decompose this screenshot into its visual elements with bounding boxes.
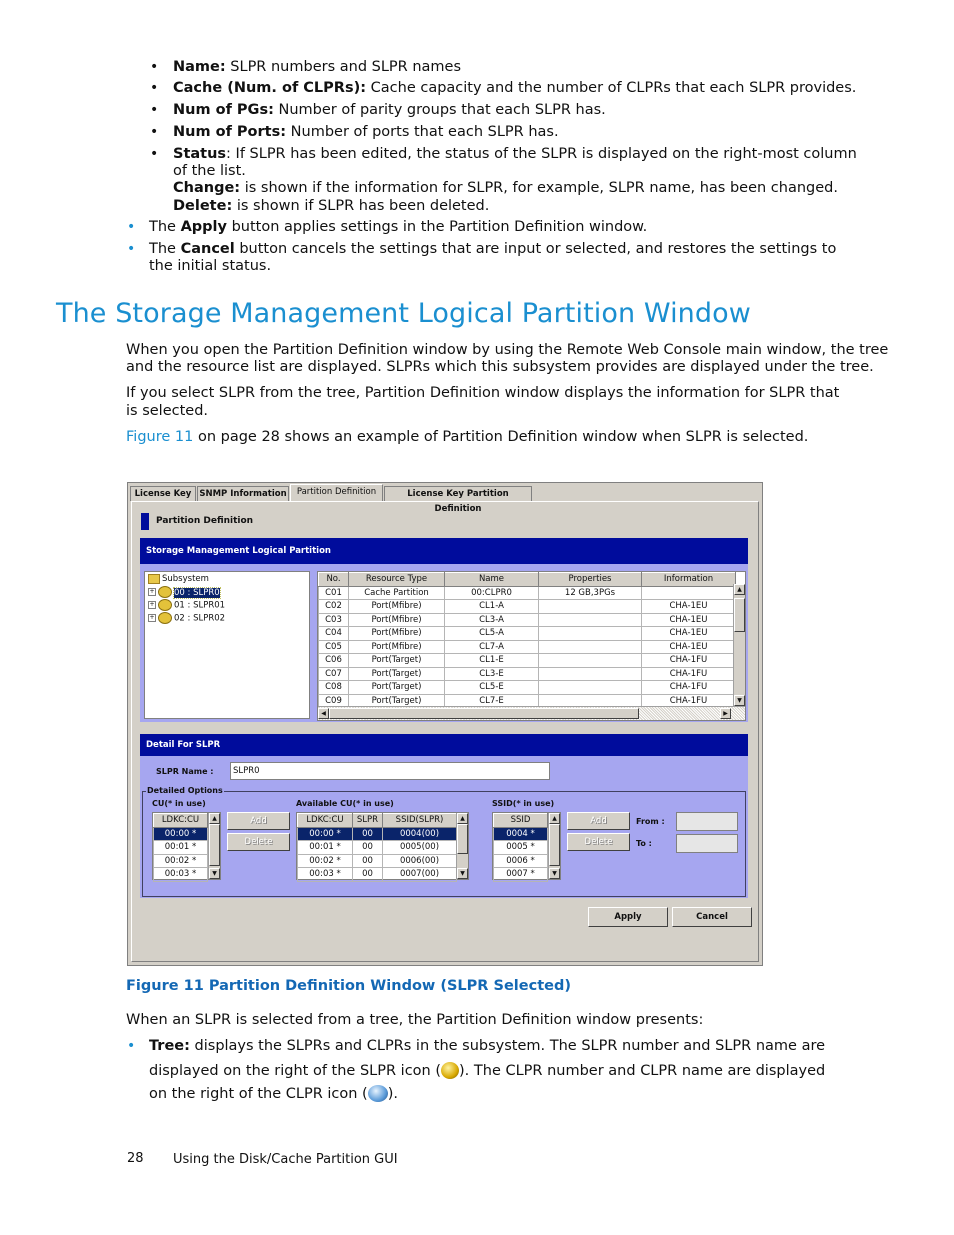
- table-cell: [539, 627, 642, 641]
- bullet-pgs: Num of PGs: Number of parity groups that each SLPR has.: [173, 102, 606, 118]
- list-cell: 00:03 *: [298, 868, 353, 882]
- column-header[interactable]: Information: [642, 573, 736, 587]
- table-cell: CHA-1FU: [642, 694, 736, 708]
- list-cell: 00: [353, 868, 383, 882]
- status-change: Change: is shown if the information for SLPR, for example, SLPR name, has been changed.: [173, 180, 838, 196]
- list-cell: 0006(00): [383, 854, 457, 868]
- cu-label: CU(* in use): [152, 799, 206, 808]
- slpr-icon: [158, 599, 172, 611]
- table-cell: Port(Mfibre): [349, 613, 445, 627]
- list-cell: 00:01 *: [154, 841, 208, 855]
- table-cell: CHA-1EU: [642, 640, 736, 654]
- folder-icon: [148, 574, 160, 584]
- cu-scrollbar[interactable]: [208, 813, 220, 879]
- table-cell: C01: [319, 586, 349, 600]
- table-cell: C04: [319, 627, 349, 641]
- available-cu-label: Available CU(* in use): [296, 799, 394, 808]
- ssid-label: SSID(* in use): [492, 799, 555, 808]
- bullet-status: Status: If SLPR has been edited, the status of the SLPR is displayed on the right-most column: [173, 146, 857, 162]
- column-header[interactable]: SLPR: [353, 814, 383, 828]
- table-cell: CL7-A: [445, 640, 539, 654]
- apply-bullet: The Apply button applies settings in the Partition Definition window.: [149, 219, 648, 235]
- list-item[interactable]: [298, 827, 457, 841]
- para2-line1: If you select SLPR from the tree, Partition Definition window displays the information for SLPR that: [126, 385, 840, 401]
- to-label: To :: [636, 839, 652, 848]
- list-item[interactable]: [154, 827, 208, 841]
- column-header[interactable]: LDKC:CU: [298, 814, 353, 828]
- list-cell: 00:03 *: [154, 868, 208, 882]
- table-cell: CL1-E: [445, 654, 539, 668]
- list-item[interactable]: [298, 868, 457, 882]
- title-marker: [141, 513, 149, 530]
- hscroll-thumb[interactable]: [329, 708, 639, 719]
- bullet-dot: •: [150, 146, 159, 162]
- cu-list[interactable]: [152, 812, 221, 880]
- tree-bullet-line1: Tree: displays the SLPRs and CLPRs in the subsystem. The SLPR number and SLPR name are: [149, 1038, 826, 1054]
- list-cell: 00: [353, 841, 383, 855]
- available-cu-scrollbar[interactable]: [456, 813, 468, 879]
- table-cell: 12 GB,3PGs: [539, 586, 642, 600]
- table-cell: [539, 654, 642, 668]
- scroll-up-icon[interactable]: ▲: [209, 813, 220, 824]
- slpr-icon: [441, 1062, 459, 1079]
- table-row[interactable]: [319, 627, 736, 641]
- ssid-list[interactable]: [492, 812, 561, 880]
- para1-line1: When you open the Partition Definition window by using the Remote Web Console main window, the tree: [126, 342, 889, 358]
- table-cell: CL7-E: [445, 694, 539, 708]
- scroll-thumb[interactable]: [457, 824, 468, 854]
- tree-bullet-line2: displayed on the right of the SLPR icon ( ). The CLPR number and CLPR name are displayed: [149, 1063, 826, 1079]
- to-input[interactable]: [676, 834, 738, 853]
- cancel-bullet-cont: the initial status.: [149, 258, 272, 274]
- scroll-thumb[interactable]: [549, 824, 560, 866]
- table-cell: C02: [319, 600, 349, 614]
- footer-title: Using the Disk/Cache Partition GUI: [173, 1152, 398, 1167]
- ssid-header: SSID: [494, 814, 548, 828]
- para3: Figure 11 on page 28 shows an example of Partition Definition window when SLPR is selected.: [126, 429, 809, 445]
- table-cell: C09: [319, 694, 349, 708]
- slpr-icon: [158, 586, 172, 598]
- para4: When an SLPR is selected from a tree, the Partition Definition window presents:: [126, 1012, 704, 1028]
- scroll-down-icon[interactable]: ▼: [734, 695, 745, 706]
- list-item[interactable]: [494, 827, 548, 841]
- detailed-options-label: Detailed Options: [147, 786, 223, 795]
- list-cell: 00: [353, 854, 383, 868]
- para2-line2: is selected.: [126, 403, 209, 419]
- table-cell: CL5-E: [445, 681, 539, 695]
- list-item[interactable]: [494, 841, 548, 855]
- tree-view[interactable]: [144, 571, 310, 719]
- table-cell: C05: [319, 640, 349, 654]
- column-header[interactable]: No.: [319, 573, 349, 587]
- table-cell: CHA-1FU: [642, 667, 736, 681]
- scroll-down-icon[interactable]: ▼: [209, 868, 220, 879]
- table-row[interactable]: [319, 613, 736, 627]
- list-cell: 0005 *: [494, 841, 548, 855]
- table-cell: C08: [319, 681, 349, 695]
- expand-icon: +: [149, 588, 155, 595]
- available-cu-table: [297, 813, 457, 882]
- list-cell: 00:01 *: [298, 841, 353, 855]
- table-cell: CL5-A: [445, 627, 539, 641]
- tab-snmp-information[interactable]: SNMP Information: [197, 486, 289, 501]
- table-cell: Port(Mfibre): [349, 600, 445, 614]
- list-item[interactable]: [298, 854, 457, 868]
- figure-caption: Figure 11 Partition Definition Window (SLPR Selected): [126, 978, 571, 994]
- expand-icon: +: [149, 614, 155, 621]
- bullet-ports: Num of Ports: Number of ports that each SLPR has.: [173, 124, 559, 140]
- tree-item-slpr01[interactable]: + 01 : SLPR01: [149, 600, 226, 611]
- bullet-name: Name: SLPR numbers and SLPR names: [173, 59, 462, 75]
- from-input[interactable]: [676, 812, 738, 831]
- list-cell: 0007(00): [383, 868, 457, 882]
- scroll-down-icon[interactable]: ▼: [549, 868, 560, 879]
- table-cell: [539, 600, 642, 614]
- slpr-name-label: SLPR Name :: [156, 767, 214, 776]
- list-item[interactable]: [154, 841, 208, 855]
- partition-definition-window: [127, 482, 763, 966]
- expand-icon: +: [149, 601, 155, 608]
- table-cell: [642, 586, 736, 600]
- tree-bullet-line3: on the right of the CLPR icon ( ).: [149, 1086, 398, 1102]
- table-cell: [539, 613, 642, 627]
- cu-delete-button[interactable]: Delete: [227, 833, 290, 851]
- clpr-icon: [368, 1085, 388, 1102]
- list-item[interactable]: [154, 854, 208, 868]
- tree-item-slpr02[interactable]: + 02 : SLPR02: [149, 613, 226, 624]
- scroll-down-icon[interactable]: ▼: [457, 868, 468, 879]
- tab-license-key[interactable]: License Key: [130, 486, 196, 501]
- bullet-dot: •: [150, 124, 159, 140]
- tree-root[interactable]: Subsystem: [148, 573, 209, 585]
- list-cell: 00:02 *: [154, 854, 208, 868]
- bullet-status-cont: of the list.: [173, 163, 246, 179]
- bullet-dot: •: [127, 241, 136, 257]
- list-cell: 00: [353, 827, 383, 841]
- slpr-bar: Storage Management Logical Partition: [140, 538, 748, 564]
- status-delete: Delete: is shown if SLPR has been deleted.: [173, 198, 490, 214]
- page-number: 28: [127, 1151, 144, 1166]
- cancel-button[interactable]: Cancel: [672, 907, 752, 927]
- scroll-up-icon[interactable]: ▲: [734, 584, 745, 595]
- table-cell: Port(Mfibre): [349, 627, 445, 641]
- column-header[interactable]: Properties: [539, 573, 642, 587]
- apply-button[interactable]: Apply: [588, 907, 668, 927]
- list-cell: 0004 *: [494, 827, 548, 841]
- vertical-scrollbar[interactable]: [733, 584, 745, 706]
- tab-pane: [131, 501, 759, 962]
- column-header[interactable]: SSID(SLPR): [383, 814, 457, 828]
- table-cell: Port(Target): [349, 694, 445, 708]
- ssid-scrollbar[interactable]: [548, 813, 560, 879]
- table-cell: CHA-1EU: [642, 627, 736, 641]
- ssid-delete-button[interactable]: Delete: [567, 833, 630, 851]
- bullet-dot: •: [127, 219, 136, 235]
- table-cell: CL3-E: [445, 667, 539, 681]
- table-cell: [539, 681, 642, 695]
- tab-license-key-partition-definition[interactable]: License Key Partition Definition: [384, 486, 532, 501]
- table-cell: CHA-1EU: [642, 600, 736, 614]
- cu-table: [153, 813, 208, 882]
- slpr-icon: [158, 612, 172, 624]
- table-cell: CL1-A: [445, 600, 539, 614]
- bullet-dot: •: [150, 80, 159, 96]
- table-cell: [539, 640, 642, 654]
- column-header[interactable]: Name: [445, 573, 539, 587]
- table-row[interactable]: [319, 600, 736, 614]
- table-row[interactable]: [319, 640, 736, 654]
- list-cell: 00:00 *: [154, 827, 208, 841]
- figure-link[interactable]: Figure 11: [126, 429, 194, 445]
- table-cell: CHA-1FU: [642, 654, 736, 668]
- table-cell: C07: [319, 667, 349, 681]
- detail-bar: Detail For SLPR: [140, 734, 748, 756]
- available-cu-list[interactable]: [296, 812, 469, 880]
- list-item[interactable]: [494, 868, 548, 882]
- scroll-right-icon[interactable]: ▶: [720, 708, 731, 719]
- list-cell: 0007 *: [494, 868, 548, 882]
- table-row[interactable]: [319, 681, 736, 695]
- scroll-left-icon[interactable]: ◀: [318, 708, 329, 719]
- cancel-bullet: The Cancel button cancels the settings that are input or selected, and restores the settings to: [149, 241, 837, 257]
- list-item[interactable]: [298, 841, 457, 855]
- bullet-cache: Cache (Num. of CLPRs): Cache capacity and the number of CLPRs that each SLPR provides.: [173, 80, 857, 96]
- slpr-name-input[interactable]: SLPR0: [230, 762, 550, 780]
- table-cell: [539, 667, 642, 681]
- bullet-dot: •: [127, 1038, 136, 1054]
- table-row[interactable]: [319, 654, 736, 668]
- list-cell: 0005(00): [383, 841, 457, 855]
- list-cell: 00:00 *: [298, 827, 353, 841]
- scroll-thumb[interactable]: [734, 598, 745, 632]
- list-cell: 0006 *: [494, 854, 548, 868]
- table-cell: Port(Target): [349, 681, 445, 695]
- table-cell: C03: [319, 613, 349, 627]
- from-label: From :: [636, 817, 665, 826]
- ssid-add-button[interactable]: Add: [567, 812, 630, 830]
- table-cell: 00:CLPR0: [445, 586, 539, 600]
- scroll-up-icon[interactable]: ▲: [457, 813, 468, 824]
- list-item[interactable]: [154, 868, 208, 882]
- bullet-dot: •: [150, 102, 159, 118]
- tree-item-slpr0[interactable]: + 00 : SLPR0: [149, 587, 220, 598]
- table-cell: CHA-1EU: [642, 613, 736, 627]
- cu-add-button[interactable]: Add: [227, 812, 290, 830]
- list-cell: 00:02 *: [298, 854, 353, 868]
- table-cell: C06: [319, 654, 349, 668]
- table-row[interactable]: [319, 667, 736, 681]
- para1-line2: and the resource list are displayed. SLPRs which this subsystem provides are displayed under the tree.: [126, 359, 874, 375]
- list-cell: 0004(00): [383, 827, 457, 841]
- list-item[interactable]: [494, 854, 548, 868]
- table-row[interactable]: [319, 586, 736, 600]
- scroll-up-icon[interactable]: ▲: [549, 813, 560, 824]
- scroll-thumb[interactable]: [209, 824, 220, 866]
- resource-table: [318, 572, 736, 708]
- cu-header: LDKC:CU: [154, 814, 208, 828]
- table-cell: Cache Partition: [349, 586, 445, 600]
- tab-partition-definition[interactable]: Partition Definition: [290, 484, 383, 501]
- horizontal-scrollbar[interactable]: [318, 706, 745, 720]
- column-header[interactable]: Resource Type: [349, 573, 445, 587]
- table-cell: Port(Target): [349, 667, 445, 681]
- table-cell: Port(Mfibre): [349, 640, 445, 654]
- table-cell: CL3-A: [445, 613, 539, 627]
- section-heading: The Storage Management Logical Partition Window: [56, 298, 751, 329]
- table-cell: CHA-1FU: [642, 681, 736, 695]
- table-cell: Port(Target): [349, 654, 445, 668]
- bullet-dot: •: [150, 59, 159, 75]
- ssid-table: [493, 813, 548, 882]
- section-title: Partition Definition: [156, 516, 254, 526]
- resource-list[interactable]: [317, 571, 746, 721]
